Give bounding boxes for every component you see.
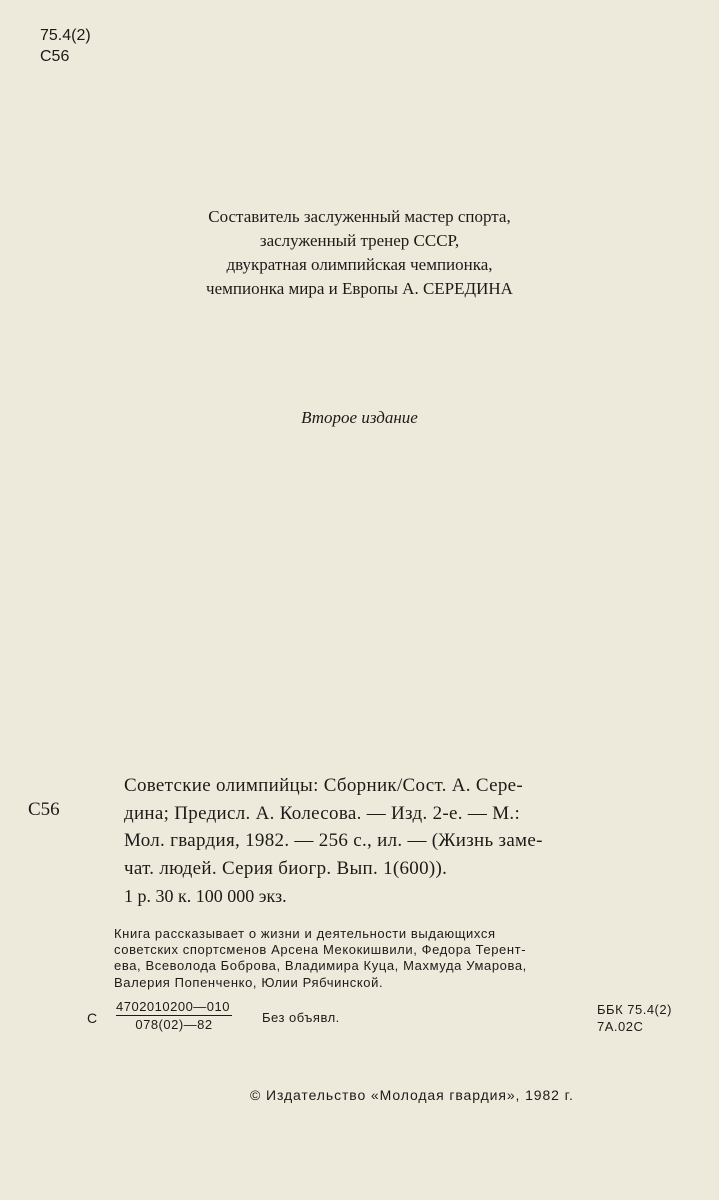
bibliographic-record (124, 772, 543, 882)
no-advert-note: Без объявл. (262, 1010, 340, 1025)
edition-note: Второе издание (301, 408, 418, 427)
compiler-line: заслуженный тренер СССР, (259, 231, 460, 250)
compiler-block (0, 205, 719, 301)
annotation-line: ева, Всеволода Боброва, Владимира Куца, Махмуда Умарова, (114, 958, 527, 974)
bibliographic-line: чат. людей. Серия биогр. Вып. 1(600)). (124, 857, 448, 879)
annotation-line: советских спортсменов Арсена Мекокишвили, Федора Терент- (114, 942, 527, 958)
compiler-line: Составитель заслуженный мастер спорта, (208, 207, 511, 226)
bibliographic-line: Советские олимпийцы: Сборник/Сост. А. Сере- (124, 775, 523, 796)
catalog-index-numerator: 4702010200—010 (116, 999, 230, 1014)
bbk-code (597, 1001, 672, 1035)
compiler-line: двукратная олимпийская чемпионка, (226, 255, 493, 274)
classification-code-line1: 75.4(2) (40, 27, 91, 44)
annotation-line: Валерия Попенченко, Юлии Рябчинской. (114, 974, 384, 990)
annotation-line: Книга рассказывает о жизни и деятельности выдающихся (114, 926, 496, 941)
catalog-letter: С (87, 1010, 98, 1026)
bibliographic-line: Мол. гвардия, 1982. — 256 с., ил. — (Жизнь заме- (124, 830, 543, 851)
bibliographic-code: С56 (28, 799, 60, 820)
catalog-index-denominator: 078(02)—82 (135, 1017, 213, 1032)
copyright-notice: © Издательство «Молодая гвардия», 1982 г. (250, 1087, 574, 1103)
bbk-line: ББК 75.4(2) (597, 1002, 672, 1017)
bibliographic-line: дина; Предисл. А. Колесова. — Изд. 2-е. — М.: (124, 802, 521, 824)
price-and-print-run: 1 р. 30 к. 100 000 экз. (124, 886, 287, 906)
compiler-line: чемпионка мира и Европы А. СЕРЕДИНА (206, 279, 513, 298)
catalog-index-fraction (116, 999, 232, 1032)
classification-code-line2: С56 (40, 48, 70, 65)
bbk-line: 7А.02С (597, 1019, 644, 1034)
annotation (114, 926, 527, 991)
